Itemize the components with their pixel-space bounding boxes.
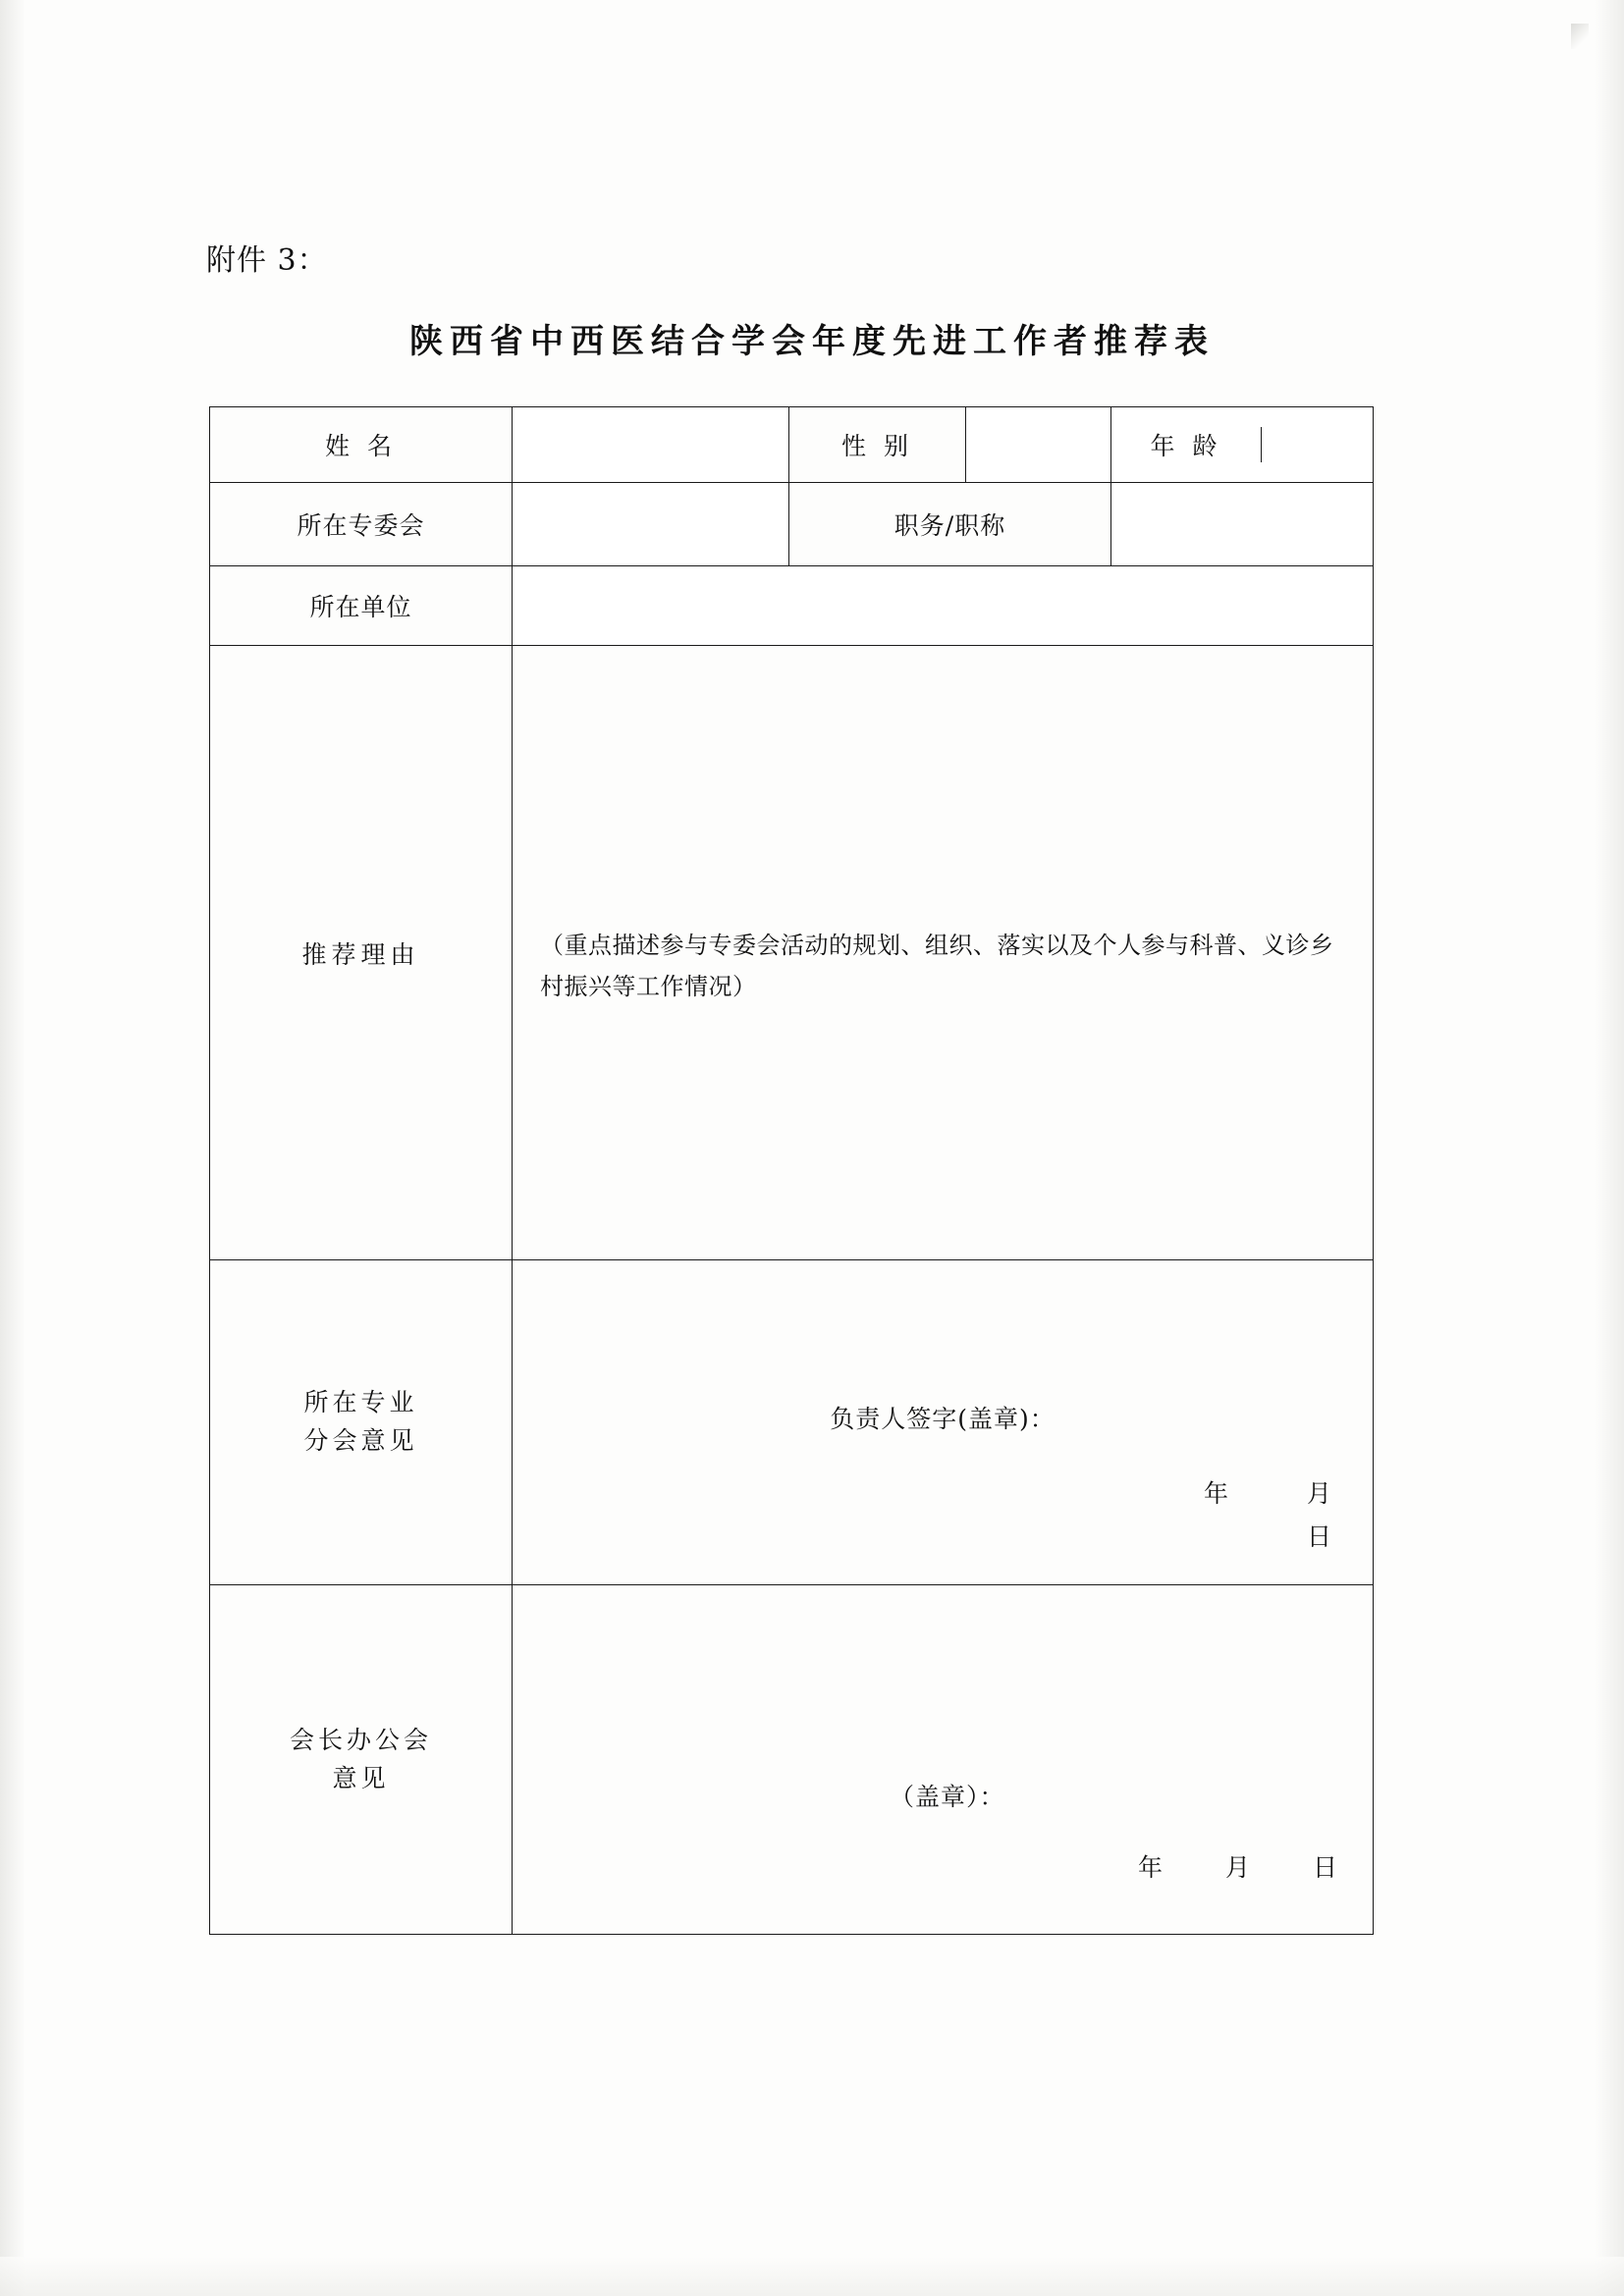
label-work-unit: 所在单位 bbox=[210, 566, 513, 646]
label-position-title: 职务/职称 bbox=[789, 483, 1111, 566]
field-age-value[interactable] bbox=[1262, 427, 1373, 462]
cell-age-group bbox=[1111, 407, 1374, 483]
field-work-unit-value[interactable] bbox=[513, 566, 1374, 646]
president-date-year: 年 bbox=[1137, 1853, 1163, 1882]
branch-opinion-body bbox=[513, 1260, 1373, 1584]
president-office-date-line bbox=[1138, 1848, 1337, 1884]
label-name: 姓 名 bbox=[210, 407, 513, 483]
table-row bbox=[210, 646, 1374, 1260]
field-committee-value[interactable] bbox=[513, 483, 789, 566]
field-recommendation-reason[interactable] bbox=[513, 646, 1374, 1260]
table-row bbox=[210, 1585, 1374, 1935]
branch-date-year: 年 bbox=[1203, 1479, 1228, 1508]
field-branch-opinion[interactable] bbox=[513, 1260, 1374, 1585]
page-title: 陕西省中西医结合学会年度先进工作者推荐表 bbox=[409, 322, 1215, 361]
label-branch-opinion bbox=[210, 1260, 513, 1585]
scan-edge-bottom bbox=[0, 2257, 1624, 2296]
table-row bbox=[210, 1260, 1374, 1585]
field-name-value[interactable] bbox=[513, 407, 789, 483]
table-row bbox=[210, 566, 1374, 646]
branch-date-day: 日 bbox=[1307, 1522, 1332, 1551]
president-date-day: 日 bbox=[1313, 1853, 1338, 1882]
label-president-office-line2: 意见 bbox=[332, 1763, 390, 1792]
branch-date-month: 月 bbox=[1307, 1479, 1332, 1508]
label-age: 年 龄 bbox=[1111, 427, 1262, 462]
attachment-label: 附件 3： bbox=[206, 243, 328, 278]
label-president-office-line1: 会长办公会 bbox=[290, 1725, 433, 1754]
field-president-office-opinion[interactable] bbox=[513, 1585, 1374, 1935]
field-position-title-value[interactable] bbox=[1111, 483, 1374, 566]
label-president-office-opinion bbox=[210, 1585, 513, 1935]
page-corner-mark bbox=[1571, 24, 1589, 49]
label-gender: 性 别 bbox=[789, 407, 966, 483]
branch-signature-line: 负责人签字(盖章)： bbox=[830, 1405, 1056, 1433]
label-branch-opinion-line2: 分会意见 bbox=[303, 1426, 418, 1455]
president-date-month: 月 bbox=[1224, 1853, 1250, 1882]
label-branch-opinion-line1: 所在专业 bbox=[303, 1388, 418, 1417]
recommendation-reason-hint: （重点描述参与专委会活动的规划、组织、落实以及个人参与科普、义诊乡村振兴等工作情况） bbox=[540, 931, 1334, 1000]
field-gender-value[interactable] bbox=[966, 407, 1111, 483]
table-row bbox=[210, 483, 1374, 566]
table-row bbox=[210, 407, 1374, 483]
label-recommendation-reason: 推荐理由 bbox=[210, 646, 513, 1260]
recommendation-form-table bbox=[209, 406, 1374, 1935]
president-office-opinion-body bbox=[513, 1585, 1373, 1934]
president-office-seal-line: （盖章）： bbox=[889, 1783, 1005, 1811]
label-committee: 所在专委会 bbox=[210, 483, 513, 566]
branch-date-line-1 bbox=[1204, 1474, 1331, 1510]
